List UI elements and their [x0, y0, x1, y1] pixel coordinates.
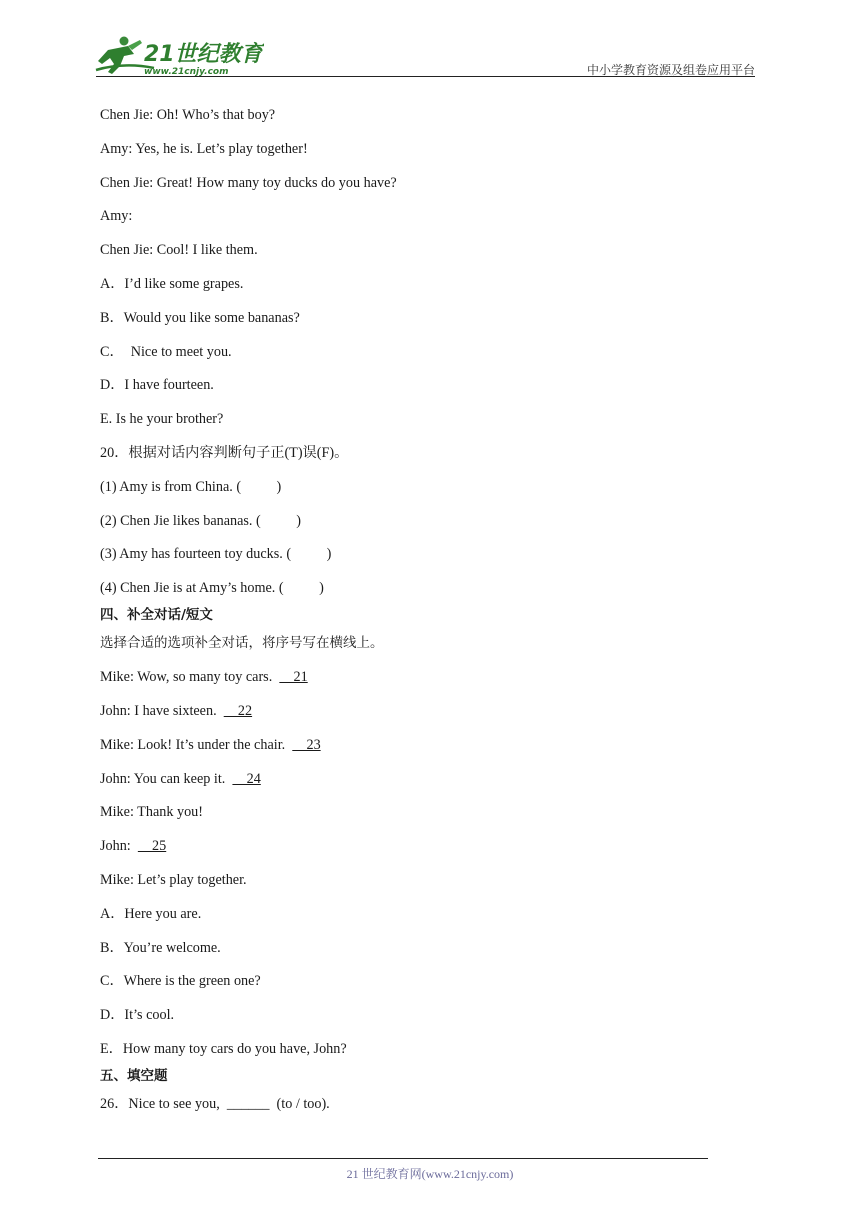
dialogue-line: John: I have sixteen. 22	[100, 702, 253, 719]
question-26: 26．Nice to see you, ______ (to / too).	[100, 1095, 330, 1112]
answer-blank-22: 22	[223, 702, 253, 719]
header-divider	[96, 76, 755, 77]
dialogue-line: Amy:	[100, 208, 133, 225]
dialogue-line: Mike: Let’s play together.	[100, 871, 247, 888]
judgement-item: (1) Amy is from China. ( )	[100, 478, 282, 495]
site-logo	[94, 34, 264, 78]
dialogue-line: Mike: Wow, so many toy cars. 21	[100, 669, 308, 686]
section-heading-4: 四、补全对话/短文	[100, 607, 213, 624]
answer-blank-25: 25	[137, 838, 167, 855]
option-line: A．Here you are.	[100, 905, 202, 922]
section-instruction: 选择合适的选项补全对话，将序号写在横线上。	[100, 635, 384, 652]
option-line: E．How many toy cars do you have, John?	[100, 1040, 347, 1057]
judgement-item: (3) Amy has fourteen toy ducks. ( )	[100, 546, 332, 563]
logo-url: www.21cnjy.com	[144, 67, 229, 77]
option-line: B．Would you like some bananas?	[100, 309, 300, 326]
option-line: A．I’d like some grapes.	[100, 275, 244, 292]
dialogue-line: Mike: Look! It’s under the chair. 23	[100, 736, 321, 753]
option-line: E. Is he your brother?	[100, 411, 224, 428]
logo-text: 21世纪教育	[144, 42, 263, 67]
question-20: 20．根据对话内容判断句子正(T)误(F)。	[100, 444, 349, 461]
judgement-item: (4) Chen Jie is at Amy’s home. ( )	[100, 580, 324, 597]
page-content	[100, 105, 760, 1128]
answer-blank-24: 24	[232, 770, 261, 787]
dialogue-line: Amy: Yes, he is. Let’s play together!	[100, 140, 308, 157]
judgement-item: (2) Chen Jie likes bananas. ( )	[100, 512, 301, 529]
dialogue-line: John: 25	[100, 838, 167, 855]
platform-name: 中小学教育资源及组卷应用平台	[586, 63, 755, 77]
dialogue-line: Chen Jie: Cool! I like them.	[100, 242, 258, 259]
option-line: D．I have fourteen.	[100, 377, 214, 394]
section-heading-5: 五、填空题	[100, 1067, 168, 1084]
dialogue-line: Mike: Thank you!	[100, 804, 203, 821]
footer-link[interactable]: 21 世纪教育网(www.21cnjy.com)	[346, 1167, 514, 1181]
dialogue-line: John: You can keep it. 24	[100, 770, 261, 787]
footer-divider	[98, 1158, 708, 1159]
option-line: C． Nice to meet you.	[100, 343, 232, 360]
dialogue-line: Chen Jie: Oh! Who’s that boy?	[100, 107, 276, 123]
dialogue-line: Chen Jie: Great! How many toy ducks do you have?	[100, 174, 397, 191]
option-line: C．Where is the green one?	[100, 973, 261, 990]
option-line: B．You’re welcome.	[100, 939, 221, 956]
fill-blank: ______	[226, 1095, 270, 1112]
answer-blank-23: 23	[292, 736, 321, 753]
answer-blank-21: 21	[279, 669, 308, 686]
option-line: D．It’s cool.	[100, 1007, 175, 1024]
